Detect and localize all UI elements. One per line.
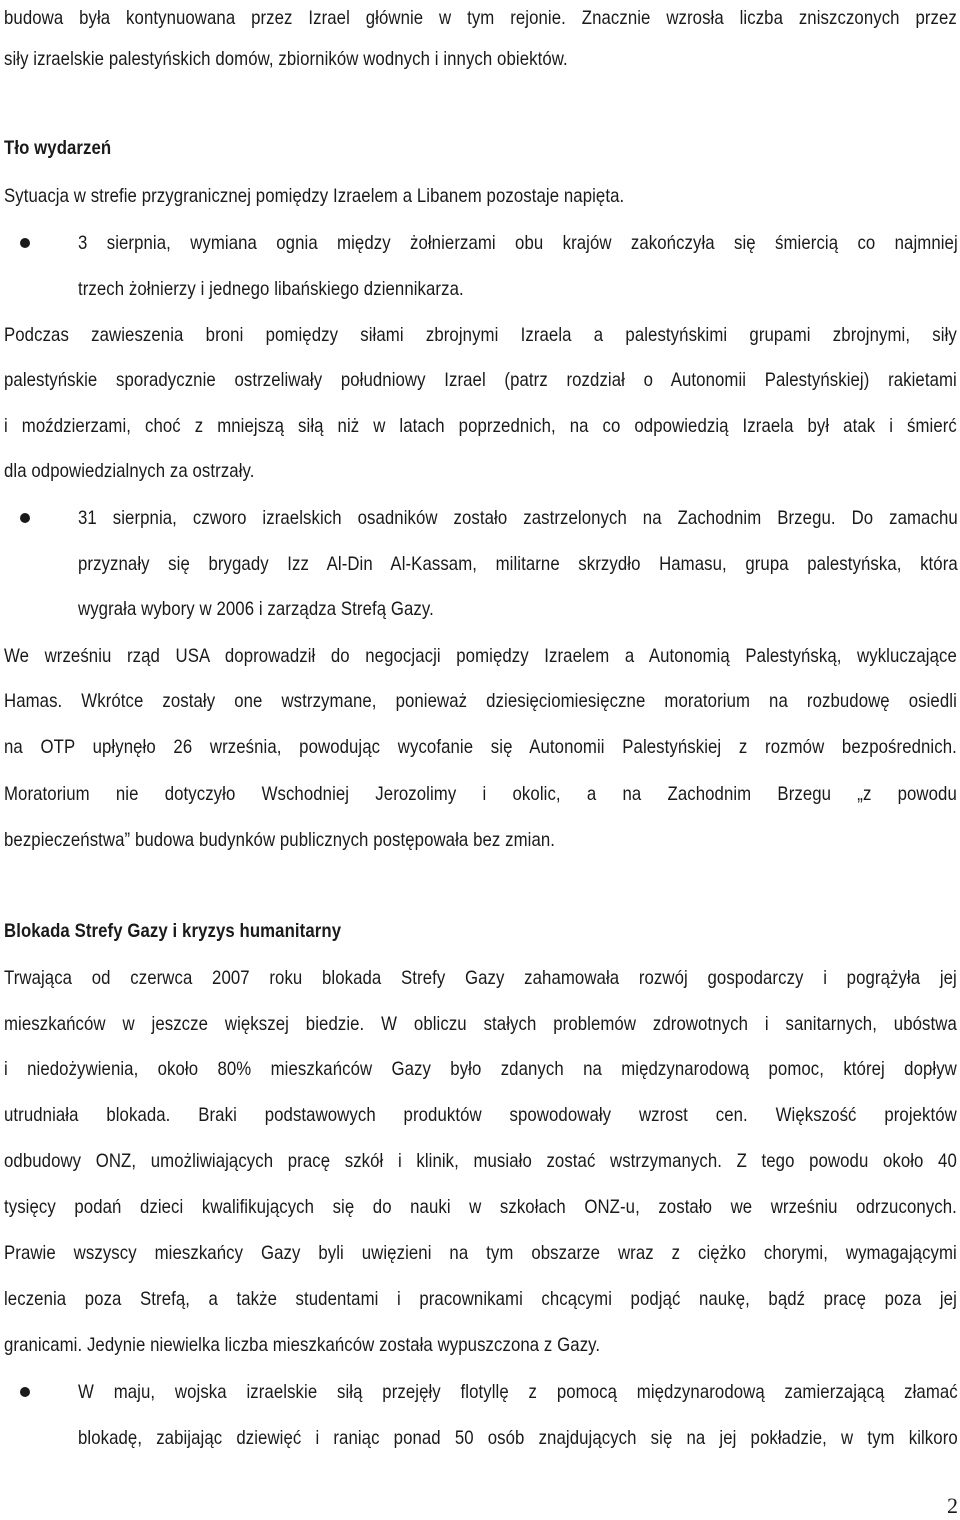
paragraph-line: Prawie wszyscy mieszkańcy Gazy byli uwięzieni na tym obszarze wraz z ciężko chorymi, wymagającymi (4, 1242, 957, 1264)
paragraph-line: i niedożywienia, około 80% mieszkańców Gazy było zdanych na międzynarodową pomoc, której dopływ (4, 1058, 957, 1080)
bullet-line: trzech żołnierzy i jednego libańskiego dziennikarza. (78, 278, 464, 300)
section-heading-blockade: Blokada Strefy Gazy i kryzys humanitarny (4, 920, 342, 942)
paragraph-line: i moździerzami, choć z mniejszą siłą niż w latach poprzednich, na co odpowiedzią Izraela był atak i śmierć (4, 415, 957, 437)
paragraph-line: na OTP upłynęło 26 września, powodując wycofanie się Autonomii Palestyńskiej z rozmów bezpośrednich. (4, 736, 957, 758)
bullet-icon (20, 1387, 30, 1397)
section-heading-background: Tło wydarzeń (4, 137, 112, 159)
paragraph-line: granicami. Jedynie niewielka liczba mieszkańców została wypuszczona z Gazy. (4, 1334, 601, 1356)
paragraph-line: siły izraelskie palestyńskich domów, zbiorników wodnych i innych obiektów. (4, 48, 568, 70)
paragraph-line: leczenia poza Strefą, a także studentami i pracownikami chcącymi podjąć naukę, bądź pracę poza jej (4, 1288, 957, 1310)
paragraph-line: Hamas. Wkrótce zostały one wstrzymane, ponieważ dziesięciomiesięczne moratorium na rozbudowę osiedli (4, 690, 957, 712)
bullet-line: przyznały się brygady Izz Al-Din Al-Kassam, militarne skrzydło Hamasu, grupa palestyńska, która (78, 553, 958, 575)
page-number: 2 (947, 1493, 958, 1518)
paragraph-line: Trwająca od czerwca 2007 roku blokada Strefy Gazy zahamowała rozwój gospodarczy i pogrążyła jej (4, 967, 957, 989)
paragraph-line: Moratorium nie dotyczyło Wschodniej Jerozolimy i okolic, a na Zachodnim Brzegu „z powodu (4, 783, 957, 805)
paragraph-line: We wrześniu rząd USA doprowadził do negocjacji pomiędzy Izraelem a Autonomią Palestyńską, wykluczające (4, 645, 957, 667)
paragraph-line: Podczas zawieszenia broni pomiędzy siłami zbrojnymi Izraela a palestyńskimi grupami zbrojnymi, siły (4, 324, 957, 346)
bullet-icon (20, 238, 30, 248)
bullet-icon (20, 513, 30, 523)
bullet-line: 3 sierpnia, wymiana ognia między żołnierzami obu krajów zakończyła się śmiercią co najmniej (78, 232, 958, 254)
paragraph-line: dla odpowiedzialnych za ostrzały. (4, 460, 255, 482)
bullet-line: blokadę, zabijając dziewięć i raniąc ponad 50 osób znajdujących się na jej pokładzie, w tym kilkoro (78, 1427, 958, 1449)
section-intro: Sytuacja w strefie przygranicznej pomiędzy Izraelem a Libanem pozostaje napięta. (4, 185, 625, 207)
bullet-line: W maju, wojska izraelskie siłą przejęły flotyllę z pomocą międzynarodową zamierzającą złamać (78, 1381, 958, 1403)
paragraph-line: palestyńskie sporadycznie ostrzeliwały południowy Izrael (patrz rozdział o Autonomii Palestyńskiej) rakietami (4, 369, 957, 391)
bullet-line: wygrała wybory w 2006 i zarządza Strefą Gazy. (78, 598, 434, 620)
paragraph-line: bezpieczeństwa” budowa budynków publicznych postępowała bez zmian. (4, 829, 556, 851)
paragraph-line: budowa była kontynuowana przez Izrael głównie w tym rejonie. Znacznie wzrosła liczba zniszczonych przez (4, 7, 957, 29)
paragraph-line: tysięcy podań dzieci kwalifikujących się do nauki w szkołach ONZ-u, zostało we wrześniu odrzuconych. (4, 1196, 957, 1218)
paragraph-line: odbudowy ONZ, umożliwiających pracę szkół i klinik, musiało zostać wstrzymanych. Z tego powodu około 40 (4, 1150, 957, 1172)
bullet-line: 31 sierpnia, czworo izraelskich osadników zostało zastrzelonych na Zachodnim Brzegu. Do zamachu (78, 507, 958, 529)
paragraph-line: mieszkańców w jeszcze większej biedzie. W obliczu stałych problemów zdrowotnych i sanitarnych, ubóstwa (4, 1013, 957, 1035)
paragraph-line: utrudniała blokada. Braki podstawowych produktów spowodowały wzrost cen. Większość projektów (4, 1104, 957, 1126)
